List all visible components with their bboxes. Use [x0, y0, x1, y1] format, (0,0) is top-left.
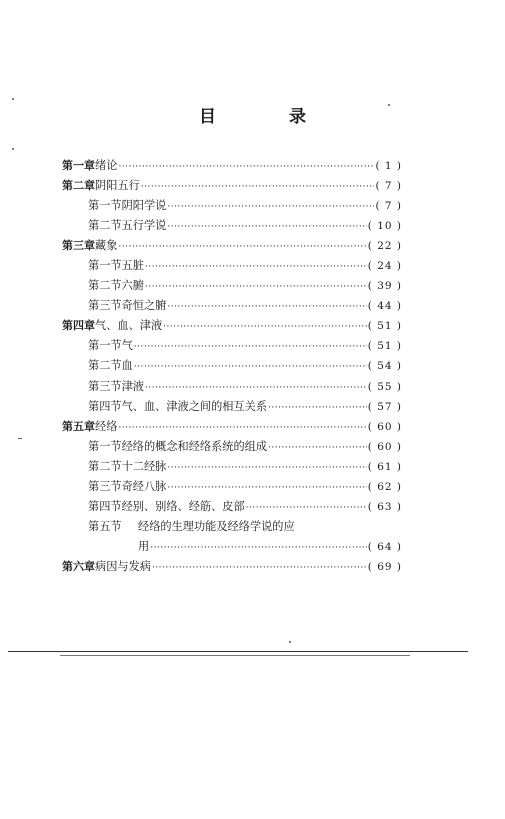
toc-section-row: [62, 197, 402, 217]
toc-dot-leader: [246, 503, 367, 513]
toc-entry-number: 第三节: [88, 379, 122, 393]
toc-page-number: ( 10 ): [367, 220, 402, 233]
toc-section-row: [62, 518, 402, 538]
toc-entry-title: 藏象: [95, 239, 118, 253]
toc-page-number: ( 7 ): [375, 180, 402, 193]
toc-dot-leader: [167, 302, 366, 312]
toc-dot-leader: [141, 182, 375, 192]
toc-entry-title: 用: [138, 539, 150, 553]
toc-section-row: [62, 257, 402, 277]
toc-entry-number: 第五章: [62, 419, 95, 433]
toc-entry-title: 病因与发病: [95, 559, 151, 573]
toc-entry-number: 第三章: [62, 239, 95, 253]
toc-entry-number: 第四节: [88, 499, 122, 513]
toc-page-number: ( 1 ): [375, 160, 402, 172]
toc-page-number: ( 39 ): [367, 280, 402, 293]
toc-entry-number: 第二节: [88, 359, 122, 373]
toc-section-row: [62, 337, 402, 357]
toc-entry-number: 第二章: [62, 179, 95, 193]
toc-chapter-row: [62, 558, 402, 578]
toc-page-number: ( 61 ): [367, 460, 402, 473]
toc-dot-leader: [145, 282, 367, 292]
toc-section-row: [62, 277, 402, 297]
toc-entry-number: 第二节: [88, 459, 122, 473]
toc-dot-leader: [167, 222, 366, 232]
toc-page-number: ( 63 ): [367, 500, 402, 513]
toc-entry-title: 五行学说: [121, 219, 167, 233]
toc-entry-title: 经络: [95, 419, 118, 433]
toc-page-number: ( 57 ): [367, 400, 402, 413]
toc-page-number: ( 64 ): [367, 540, 402, 553]
toc-page-number: ( 62 ): [367, 480, 402, 493]
toc-chapter-row: [62, 237, 402, 257]
toc-entry-title: 津液: [121, 379, 144, 393]
toc-entry-title: 经络的生理功能及经络学说的应: [138, 519, 295, 533]
toc-entry-title: 经别、别络、经筋、皮部: [121, 499, 245, 513]
toc-section-row: [62, 478, 402, 498]
scan-speck: [12, 98, 14, 100]
toc-page-number: ( 55 ): [367, 380, 402, 393]
toc-dot-leader: [145, 383, 367, 393]
page-title: 目 录: [199, 107, 334, 127]
toc-dot-leader: [145, 262, 367, 272]
toc-page-number: ( 54 ): [367, 360, 402, 373]
toc-section-row: [62, 438, 402, 458]
scan-speck: [12, 148, 14, 150]
toc-entry-title: 气、血、津液: [95, 319, 163, 333]
toc-section-row: [62, 378, 402, 398]
toc-entry-number: 第一节: [88, 439, 122, 453]
toc-dot-leader: [167, 202, 374, 212]
toc-entry-title: 气、血、津液之间的相互关系: [121, 399, 268, 413]
toc-chapter-row: [62, 418, 402, 438]
toc-entry-title: 阴阳学说: [121, 199, 167, 213]
toc-entry-title: 气: [121, 339, 133, 353]
toc-section-row: [62, 398, 402, 418]
toc-section-row: [62, 498, 402, 518]
toc-entry-title: 十二经脉: [121, 459, 167, 473]
toc-entry-number: 第四章: [62, 319, 95, 333]
bottom-rule: [8, 651, 468, 652]
toc-page-number: ( 51 ): [367, 340, 402, 353]
toc-entry-number: 第三节: [88, 479, 122, 493]
toc-entry-title: 五脏: [121, 259, 144, 273]
toc-entry-title: 经络的概念和经络系统的组成: [121, 439, 268, 453]
toc-dot-leader: [150, 543, 367, 553]
toc-entry-title: 六腑: [121, 279, 144, 293]
toc-dot-leader: [163, 322, 367, 332]
toc-page-number: ( 44 ): [367, 300, 402, 313]
toc-dot-leader: [152, 563, 367, 573]
toc-section-row: [62, 297, 402, 317]
toc-entry-number: 第一节: [88, 339, 122, 353]
toc-section-row: [62, 538, 402, 558]
toc-dot-leader: [167, 483, 366, 493]
toc-page-number: ( 60 ): [367, 420, 402, 433]
toc-dot-leader: [118, 423, 366, 433]
toc-dot-leader: [268, 403, 367, 413]
toc-entry-number: 第三节: [88, 299, 122, 313]
toc-dot-leader: [167, 463, 366, 473]
toc-entry-number: 第一章: [62, 159, 95, 172]
toc-page-number: ( 22 ): [367, 240, 402, 253]
toc-dot-leader: [134, 362, 367, 372]
toc-entry-title: 奇恒之腑: [121, 299, 167, 313]
toc-entry-number: 第二节: [88, 219, 122, 233]
toc-dot-leader: [134, 342, 367, 352]
toc-page-number: ( 24 ): [367, 260, 402, 273]
toc-section-row: [62, 458, 402, 478]
toc-dot-leader: [268, 443, 367, 453]
toc-entry-number: 第六章: [62, 559, 95, 573]
toc-section-row: [62, 217, 402, 237]
toc-section-row: [62, 357, 402, 377]
toc-entry-title: 绪论: [95, 159, 118, 172]
toc-dot-leader: [118, 162, 374, 172]
toc-page-number: ( 7 ): [375, 200, 402, 213]
toc-entry-number: 第一节: [88, 199, 122, 213]
toc-chapter-row: [62, 317, 402, 337]
table-of-contents: [62, 157, 402, 578]
bottom-rule-secondary: [60, 655, 410, 656]
toc-entry-number: 第二节: [88, 279, 122, 293]
toc-entry-title: 奇经八脉: [121, 479, 167, 493]
scan-speck: [388, 104, 390, 106]
toc-entry-number: 第五节: [88, 519, 122, 533]
toc-dot-leader: [118, 242, 366, 252]
toc-page-number: ( 51 ): [367, 320, 402, 333]
toc-entry-title: 血: [121, 359, 133, 373]
toc-entry-number: 第一节: [88, 259, 122, 273]
scan-speck: [18, 438, 22, 439]
toc-page-number: ( 69 ): [367, 560, 402, 573]
toc-page-number: ( 60 ): [367, 440, 402, 453]
toc-chapter-row: [62, 177, 402, 197]
toc-chapter-row: [62, 157, 402, 177]
toc-entry-number: 第四节: [88, 399, 122, 413]
toc-entry-title: 阴阳五行: [95, 179, 140, 193]
scan-speck: [289, 641, 291, 643]
